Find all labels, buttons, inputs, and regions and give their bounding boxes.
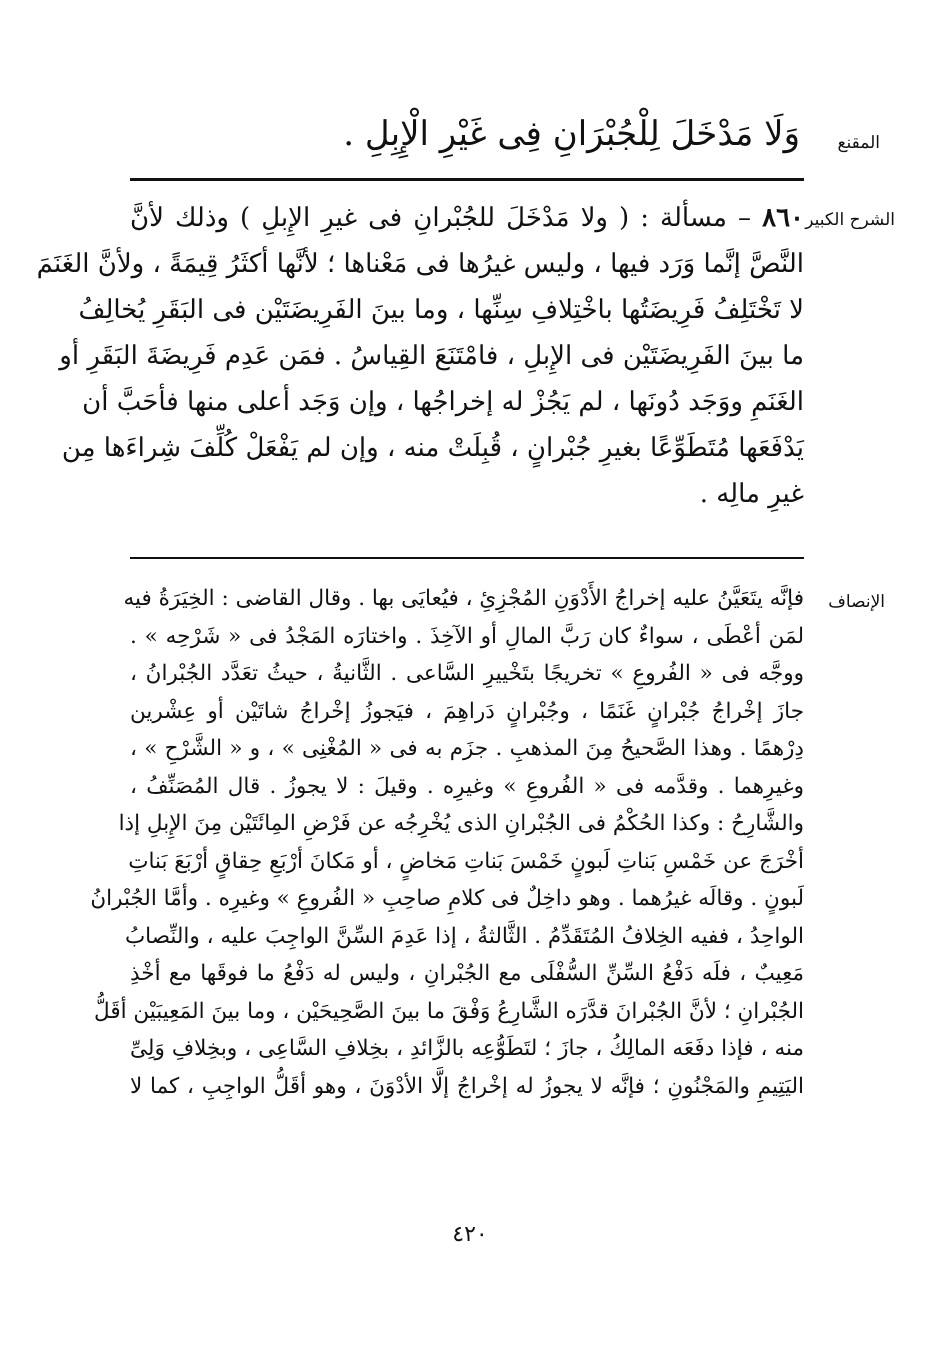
sharh-line-0: ٨٦٠ – مسألة : ( ولا مَدْخَلَ للجُبْرانِ فى غيرِ الإِبلِ ) وذلك لأنَّ	[130, 203, 805, 233]
sharh-block	[36, 195, 805, 517]
insaf-line-10: مَعِيبٌ ، فلَه دَفْعُ السِّنِّ السُّفْلَى مع الجُبْرانِ ، وليس له دَفْعُ ما فوقَها مع أخْذِ	[130, 961, 804, 986]
insaf-line-5: وغيرِهما . وقدَّمه فى « الفُروعِ » وغيرِه . وقيلَ : لا يجوزُ . قال المُصَنِّفُ ،	[130, 773, 804, 799]
sharh-line-6: غيرِ مالِه .	[699, 479, 804, 509]
masala-number: ٨٦٠	[762, 203, 805, 233]
sharh-line-2: لا تَخْتَلِفُ فَرِيضَتُها باخْتِلافِ سِنِّها ، وما بينَ الفَرِيضَتَيْن فى البَقَرِ يُخالِفُ	[78, 295, 804, 325]
insaf-line-4: دِرْهمًا . وهذا الصَّحيحُ مِنَ المذهبِ . جزَم به فى « المُغْنِى » ، و « الشَّرْحِ » ،	[130, 736, 804, 761]
insaf-line-7: أخْرَجَ عن خَمْسِ بَناتِ لَبونٍ خَمْسَ بَناتِ مَخاضٍ ، أو مَكانَ أرْبَعِ حِقاقٍ أرْبَعَ بَناتِ	[128, 848, 804, 874]
insaf-line-3: جازَ إخْراجُ جُبْرانٍ غَنَمًا ، وجُبْرانٍ دَراهِمَ ، فيَجوزُ إخْراجُ شاتَيْن أو عِشْرين	[130, 698, 804, 724]
insaf-line-6: والشَّارِحُ : وكذا الحُكْمُ فى الجُبْرانِ الذى يُخْرِجُه عن فَرْضِ المِائَتَيْن مِنَ الإِبلِ إذا	[118, 811, 804, 836]
muqni-divider	[130, 178, 804, 181]
sharh-line-4: الغَنَمِ ووَجَد دُونَها ، لم يَجُزْ له إخراجُها ، وإن وَجَد أعلى منها فأحَبَّ أن	[82, 387, 804, 417]
label-insaf: الإنصاف	[828, 592, 885, 612]
muqni-line: وَلَا مَدْخَلَ لِلْجُبْرَانِ فِى غَيْرِ الْإِبِلِ .	[343, 114, 800, 154]
sharh-divider	[130, 557, 804, 559]
insaf-line-9: الواحِدُ ، ففيه الخِلافُ المُتَقَدِّمُ . الثَّالثةُ ، إذا عَدِمَ السِّنَّ الواجِبَ عليه ، والنِّصابُ	[124, 923, 804, 949]
insaf-block	[90, 580, 804, 1105]
sharh-line-5: يَدْفَعَها مُتَطَوِّعًا بغيرِ جُبْرانٍ ، قُبِلَتْ منه ، وإن لم يَفْعَلْ كُلِّفَ شِراءَها مِن	[61, 433, 804, 463]
insaf-line-13: اليَتِيمِ والمَجْنُونِ ؛ فإنَّه لا يجوزُ له إخْراجُ إلَّا الأدْوَنَ ، وهو أقَلُّ الواجِبِ ، كما لا	[130, 1073, 804, 1099]
page-number: ٤٢٠	[452, 1222, 488, 1247]
muqni-text	[343, 110, 800, 158]
sharh-line-1: النَّصَّ إنَّما وَرَد فيها ، وليس غيرُها فى مَعْناها ؛ لأنَّها أكثَرُ قِيمَةً ، ولأنَّ الغَنَمَ	[36, 249, 804, 279]
label-muqni: المقنع	[837, 133, 880, 153]
insaf-line-11: الجُبْرانِ ؛ لأنَّ الجُبْرانَ قدَّرَه الشَّارِعُ وَفْقَ ما بينَ الصَّحِيحَيْن ، وما بينَ المَعِيبَيْن أقَلُّ	[94, 998, 804, 1024]
sharh-line-3: ما بينَ الفَرِيضَتَيْن فى الإِبلِ ، فامْتَنَعَ القِياسُ . فمَن عَدِم فَرِيضَةَ البَقَرِ أو	[59, 341, 804, 371]
insaf-line-1: لمَن أعْطَى ، سواءٌ كان رَبَّ المالِ أو الآخِذَ . واختارَه المَجْدُ فى « شَرْحِه » .	[130, 623, 804, 649]
insaf-line-0: فإنَّه يتَعَيَّنُ عليه إخراجُ الأَدْوَنِ المُجْزِئِ ، فيُعايَى بها . وقال القاضى : الخِيَرَةُ فيه	[123, 586, 804, 611]
insaf-line-2: ووجَّه فى « الفُروعِ » تخريجًا بتَخْييرِ السَّاعى . الثَّانيةُ ، حيثُ تعَدَّد الجُبْرانُ ،	[130, 661, 804, 686]
label-sharh: الشرح الكبير	[805, 210, 895, 230]
insaf-line-8: لَبونٍ . وقالَه غيرُهما . وهو داخِلٌ فى كلامِ صاحِبِ « الفُروعِ » وغيرِه . وأمَّا الجُبْرانُ	[90, 886, 804, 911]
insaf-line-12: منه ، فإذا دفَعَه المالِكُ ، جازَ ؛ لتَطَوُّعِه بالزَّائدِ ، بخِلافِ السَّاعِى ، وبخِلافِ وَلِىِّ	[130, 1036, 804, 1061]
